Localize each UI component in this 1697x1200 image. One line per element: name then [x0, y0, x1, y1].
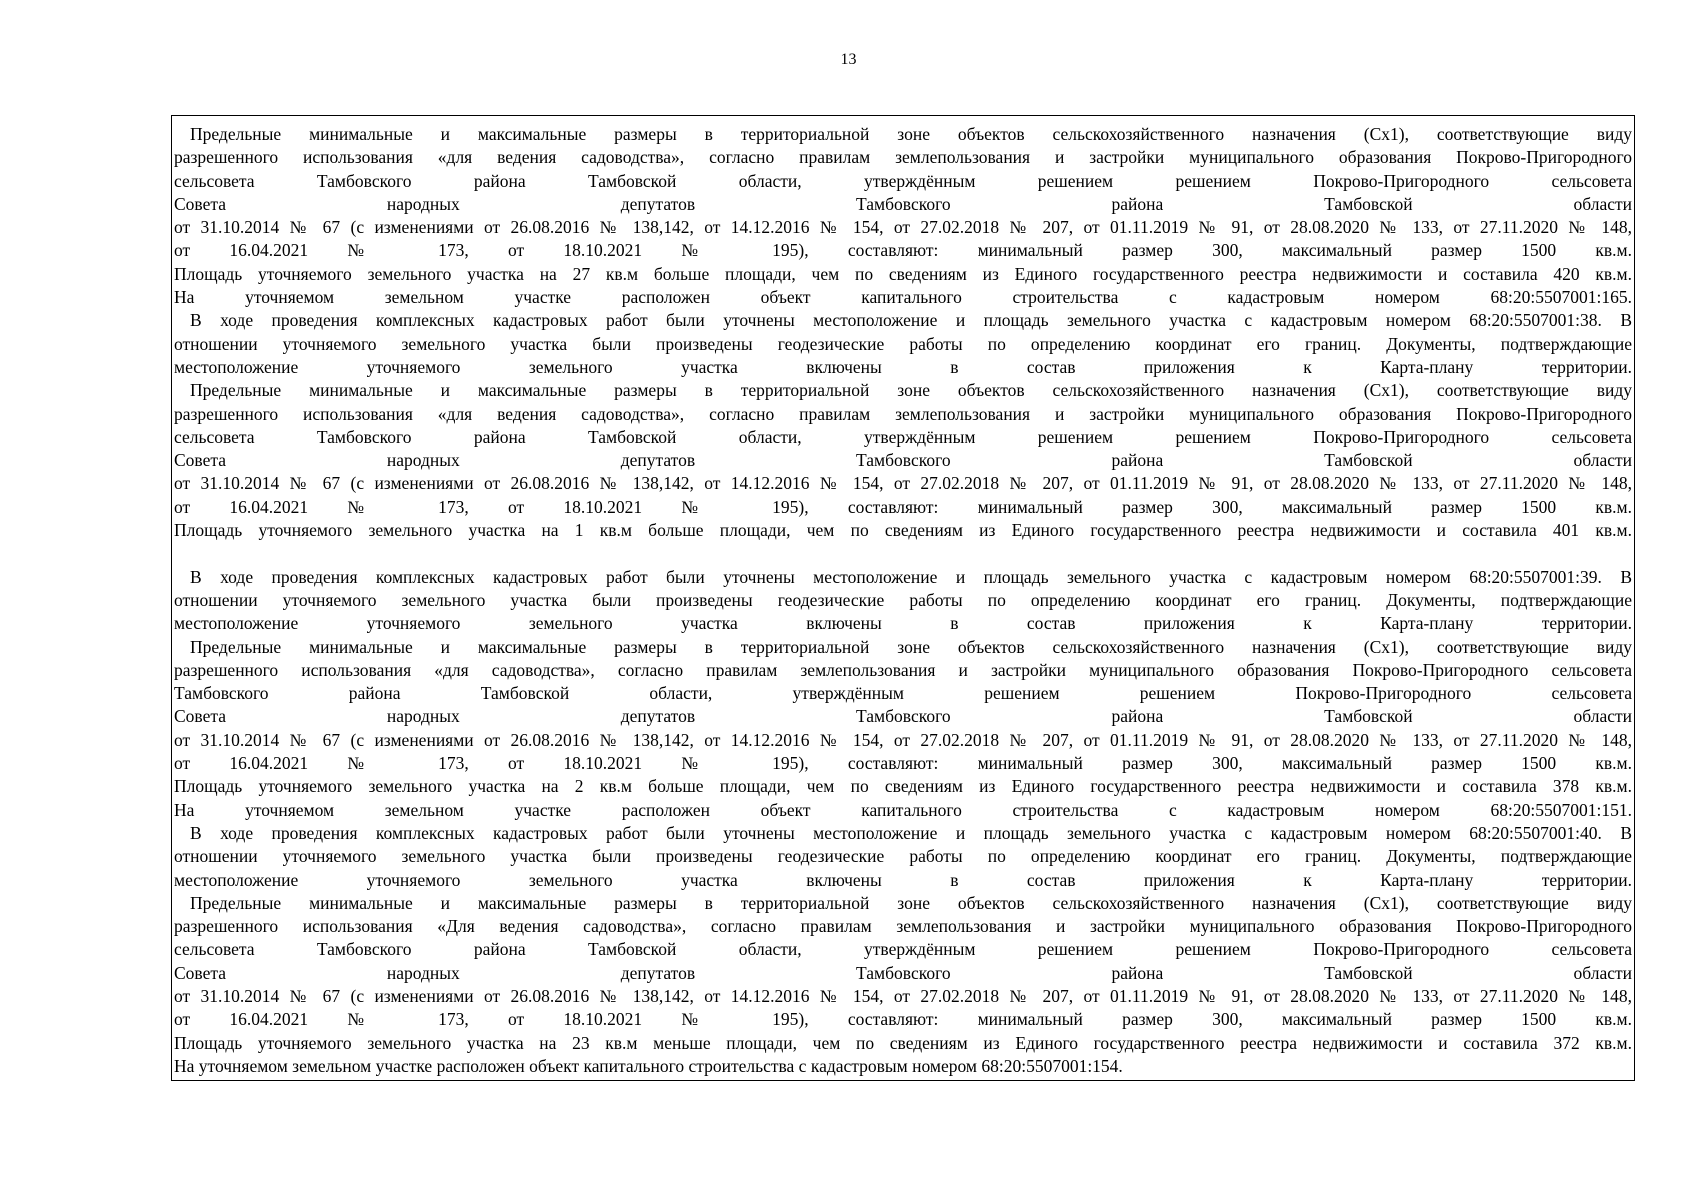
text-line: от 16.04.2021 № 173, от 18.10.2021 № 195), составляют: минимальный размер 300, максимальный размер 1500 кв.м.	[174, 496, 1632, 517]
text-line: от 31.10.2014 № 67 (с изменениями от 26.08.2016 № 138,142, от 14.12.2016 № 154, от 27.02.2018 № 207, от 01.11.2019 № 91, от 28.08.2020 № 133, от 27.11.2020 № 148,	[174, 217, 1632, 238]
text-line: Площадь уточняемого земельного участка на 2 кв.м больше площади, чем по сведениям из Единого государственного реестра недвижимости и составила 378 кв.м.	[174, 776, 1632, 797]
text-line: отношении уточняемого земельного участка были произведены геодезические работы по определению координат его границ. Документы, подтверждающие	[174, 333, 1632, 354]
text-line: На уточняемом земельном участке расположен объект капитального строительства с кадастровым номером 68:20:5507001:165.	[174, 287, 1632, 308]
text-line: В ходе проведения комплексных кадастровых работ были уточнены местоположение и площадь земельного участка с кадастровым номером 68:20:5507001:40. В	[190, 822, 1632, 843]
text-line: На уточняемом земельном участке расположен объект капитального строительства с кадастровым номером 68:20:5507001:151.	[174, 799, 1632, 820]
text-line: В ходе проведения комплексных кадастровых работ были уточнены местоположение и площадь земельного участка с кадастровым номером 68:20:5507001:38. В	[190, 310, 1632, 331]
text-line: разрешенного использования «для ведения садоводства», согласно правилам землепользования и застройки муниципального образования Покрово-Пригородного	[174, 147, 1632, 168]
text-line: сельсовета Тамбовского района Тамбовской области, утверждённым решением решением Покрово-Пригородного сельсовета	[174, 170, 1632, 191]
text-line: разрешенного использования «для садоводства», согласно правилам землепользования и застройки муниципального образования Покрово-Пригородного сельсовета	[174, 659, 1632, 680]
text-line: сельсовета Тамбовского района Тамбовской области, утверждённым решением решением Покрово-Пригородного сельсовета	[174, 939, 1632, 960]
blank-line	[174, 542, 1632, 565]
text-line: В ходе проведения комплексных кадастровых работ были уточнены местоположение и площадь земельного участка с кадастровым номером 68:20:5507001:39. В	[190, 566, 1632, 587]
text-line: На уточняемом земельном участке расположен объект капитального строительства с кадастровым номером 68:20:5507001:154.	[174, 1055, 1123, 1076]
text-line: Совета народных депутатов Тамбовского района Тамбовской области	[174, 193, 1632, 214]
text-line: разрешенного использования «для ведения садоводства», согласно правилам землепользования и застройки муниципального образования Покрово-Пригородного	[174, 403, 1632, 424]
text-line: от 16.04.2021 № 173, от 18.10.2021 № 195), составляют: минимальный размер 300, максимальный размер 1500 кв.м.	[174, 240, 1632, 261]
document-frame	[171, 115, 1635, 1081]
text-line: Предельные минимальные и максимальные размеры в территориальной зоне объектов сельскохозяйственного назначения (Сх1), соответствующие виду	[190, 892, 1632, 913]
text-line: Совета народных депутатов Тамбовского района Тамбовской области	[174, 962, 1632, 983]
text-line: от 31.10.2014 № 67 (с изменениями от 26.08.2016 № 138,142, от 14.12.2016 № 154, от 27.02.2018 № 207, от 01.11.2019 № 91, от 28.08.2020 № 133, от 27.11.2020 № 148,	[174, 473, 1632, 494]
text-line: Совета народных депутатов Тамбовского района Тамбовской области	[174, 706, 1632, 727]
text-line: местоположение уточняемого земельного участка включены в состав приложения к Карта-плану территории.	[174, 356, 1632, 377]
text-line: Площадь уточняемого земельного участка на 27 кв.м больше площади, чем по сведениям из Единого государственного реестра недвижимости и составила 420 кв.м.	[174, 263, 1632, 284]
text-line: Площадь уточняемого земельного участка на 1 кв.м больше площади, чем по сведениям из Единого государственного реестра недвижимости и составила 401 кв.м.	[174, 520, 1632, 541]
text-line: от 31.10.2014 № 67 (с изменениями от 26.08.2016 № 138,142, от 14.12.2016 № 154, от 27.02.2018 № 207, от 01.11.2019 № 91, от 28.08.2020 № 133, от 27.11.2020 № 148,	[174, 985, 1632, 1006]
text-line: Предельные минимальные и максимальные размеры в территориальной зоне объектов сельскохозяйственного назначения (Сх1), соответствующие виду	[190, 636, 1632, 657]
text-line: отношении уточняемого земельного участка были произведены геодезические работы по определению координат его границ. Документы, подтверждающие	[174, 846, 1632, 867]
text-line: Совета народных депутатов Тамбовского района Тамбовской области	[174, 450, 1632, 471]
text-line: отношении уточняемого земельного участка были произведены геодезические работы по определению координат его границ. Документы, подтверждающие	[174, 589, 1632, 610]
text-line: Предельные минимальные и максимальные размеры в территориальной зоне объектов сельскохозяйственного назначения (Сх1), соответствующие виду	[190, 124, 1632, 144]
text-line: местоположение уточняемого земельного участка включены в состав приложения к Карта-плану территории.	[174, 613, 1632, 634]
page-number: 13	[840, 51, 857, 68]
text-line: от 16.04.2021 № 173, от 18.10.2021 № 195), составляют: минимальный размер 300, максимальный размер 1500 кв.м.	[174, 1009, 1632, 1030]
text-line: разрешенного использования «Для ведения садоводства», согласно правилам землепользования и застройки муниципального образования Покрово-Пригородного	[174, 916, 1632, 937]
text-line: Тамбовского района Тамбовской области, утверждённым решением решением Покрово-Пригородного сельсовета	[174, 683, 1632, 704]
text-line: сельсовета Тамбовского района Тамбовской области, утверждённым решением решением Покрово-Пригородного сельсовета	[174, 426, 1632, 447]
text-line: Площадь уточняемого земельного участка на 23 кв.м меньше площади, чем по сведениям из Единого государственного реестра недвижимости и составила 372 кв.м.	[174, 1032, 1632, 1053]
text-line: местоположение уточняемого земельного участка включены в состав приложения к Карта-плану территории.	[174, 869, 1632, 890]
text-line: от 16.04.2021 № 173, от 18.10.2021 № 195), составляют: минимальный размер 300, максимальный размер 1500 кв.м.	[174, 753, 1632, 774]
document-text	[174, 123, 1632, 1078]
text-line: Предельные минимальные и максимальные размеры в территориальной зоне объектов сельскохозяйственного назначения (Сх1), соответствующие виду	[190, 380, 1632, 401]
text-line: от 31.10.2014 № 67 (с изменениями от 26.08.2016 № 138,142, от 14.12.2016 № 154, от 27.02.2018 № 207, от 01.11.2019 № 91, от 28.08.2020 № 133, от 27.11.2020 № 148,	[174, 729, 1632, 750]
